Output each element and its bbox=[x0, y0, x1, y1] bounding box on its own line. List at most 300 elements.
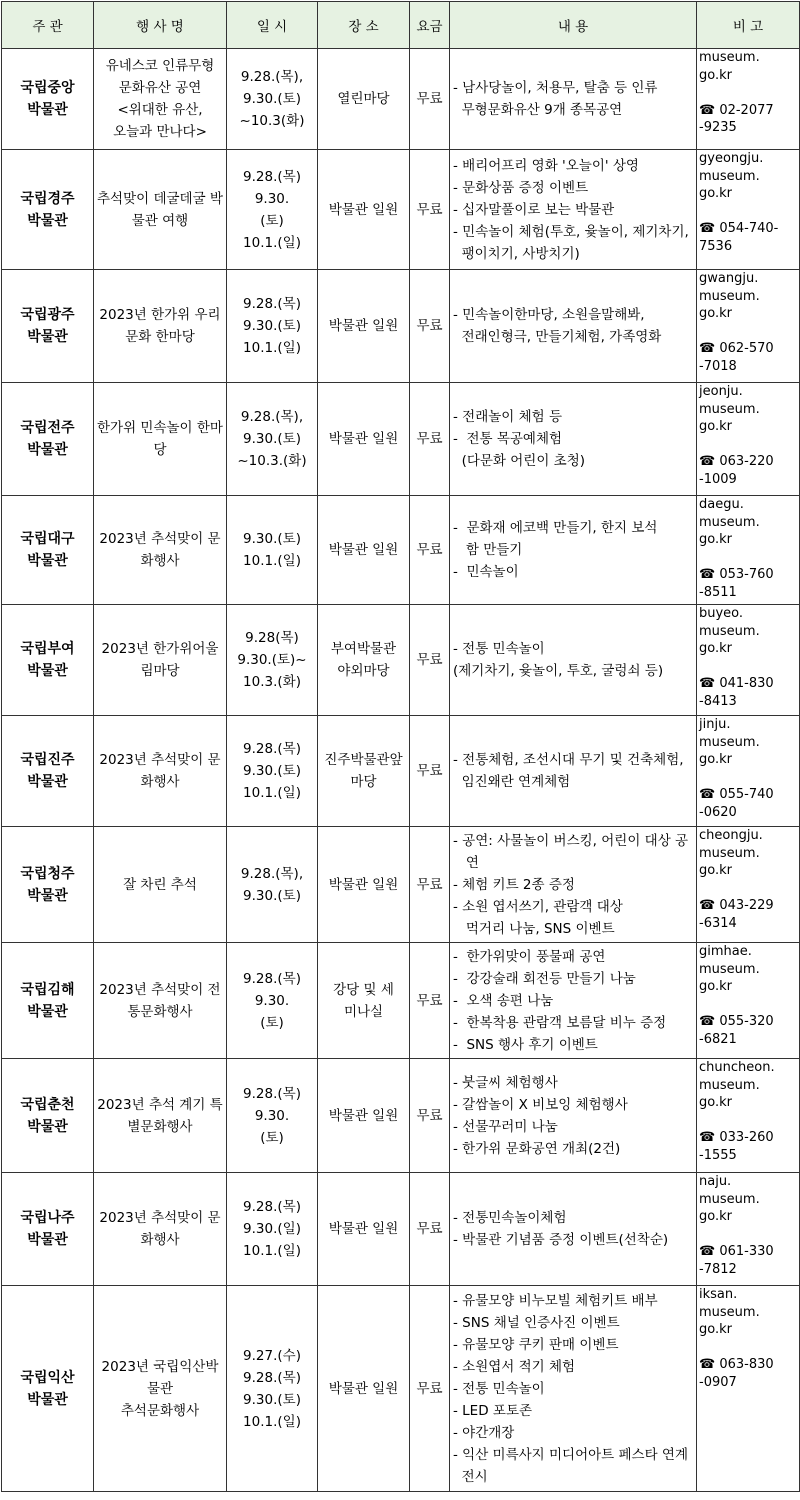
organizer-cell-line: 국립경주 bbox=[20, 190, 75, 207]
place-cell bbox=[318, 49, 410, 150]
event-name-cell-line: 2023년 한가위어울 bbox=[101, 641, 219, 657]
place-cell-line: 박물관 일원 bbox=[328, 542, 399, 558]
note-cell-line bbox=[699, 203, 799, 221]
header-note: 비 고 bbox=[697, 2, 800, 49]
note-cell-line: ☎ 063-220 bbox=[699, 454, 774, 469]
content-cell-line: - 익산 미륵사지 미디어아트 페스타 연계 bbox=[453, 1446, 688, 1463]
content-cell bbox=[450, 943, 697, 1059]
content-cell-line: - LED 포토존 bbox=[453, 1402, 533, 1419]
content-cell bbox=[450, 1059, 697, 1173]
date-cell-line: 9.30.(토) bbox=[243, 531, 301, 547]
note-cell-line: go.kr bbox=[699, 1095, 732, 1110]
content-cell-line: (제기차기, 윷놀이, 투호, 굴렁쇠 등) bbox=[453, 663, 664, 679]
event-name-cell-line: 당 bbox=[153, 442, 167, 458]
note-cell-line: ☎ 033-260 bbox=[699, 1130, 774, 1145]
event-name-cell-line: 2023년 국립익산박 bbox=[101, 1358, 219, 1375]
table-row bbox=[2, 716, 800, 827]
note-cell-line: -6821 bbox=[699, 1031, 737, 1047]
note-cell bbox=[697, 1059, 800, 1173]
fee-cell: 무료 bbox=[410, 49, 450, 150]
note-cell-line: ☎ 061-330 bbox=[699, 1244, 774, 1259]
content-cell-line: - 전통 목공예체험 bbox=[453, 431, 563, 447]
note-cell-line: gimhae. bbox=[699, 944, 752, 959]
note-cell-line: museum. bbox=[699, 401, 760, 417]
table-row bbox=[2, 943, 800, 1059]
note-cell-line: -9235 bbox=[699, 120, 737, 135]
organizer-cell-line: 국립진주 bbox=[20, 752, 75, 768]
date-cell bbox=[227, 605, 318, 716]
note-cell-line: gwangju. bbox=[699, 271, 759, 286]
date-cell-line: 10.1.(일) bbox=[243, 1413, 301, 1430]
event-name-cell bbox=[94, 827, 227, 943]
note-cell-line bbox=[699, 880, 799, 898]
note-cell-line: museum. bbox=[699, 1077, 760, 1093]
note-cell-line: -0620 bbox=[699, 804, 737, 820]
date-cell-line: (토) bbox=[260, 1014, 284, 1031]
organizer-cell-line: 국립대구 bbox=[20, 531, 75, 547]
place-cell bbox=[318, 943, 410, 1059]
event-name-cell-line: 2023년 한가위 우리 bbox=[99, 307, 221, 323]
content-cell-line: - 민속놀이한마당, 소원을말해봐, bbox=[453, 307, 645, 323]
note-cell-line: ☎ 062-570 bbox=[699, 341, 774, 356]
note-cell-line bbox=[699, 323, 799, 341]
place-cell bbox=[318, 1286, 410, 1492]
note-cell-line: go.kr bbox=[699, 419, 732, 434]
content-cell-line: - 붓글씨 체험행사 bbox=[453, 1074, 558, 1091]
date-cell-line: 9.30.(토)~ bbox=[237, 652, 307, 668]
content-cell bbox=[450, 827, 697, 943]
organizer-cell bbox=[2, 270, 94, 383]
organizer-cell-line: 국립광주 bbox=[20, 307, 75, 323]
date-cell bbox=[227, 49, 318, 150]
content-cell-line: - 유물모양 쿠키 판매 이벤트 bbox=[453, 1336, 619, 1353]
organizer-cell bbox=[2, 150, 94, 270]
date-cell-line: 10.3.(화) bbox=[243, 674, 301, 690]
organizer-cell-line: 국립청주 bbox=[20, 865, 75, 882]
date-cell bbox=[227, 1059, 318, 1173]
content-cell-line: - 선물꾸러미 나눔 bbox=[453, 1118, 558, 1135]
table-row bbox=[2, 605, 800, 716]
date-cell-line: 9.28.(목) bbox=[243, 1369, 301, 1386]
event-name-cell-line: 추석문화행사 bbox=[120, 1402, 200, 1419]
place-cell bbox=[318, 827, 410, 943]
date-cell-line: 9.28(목) bbox=[245, 630, 299, 646]
organizer-cell-line: 박물관 bbox=[27, 1391, 68, 1408]
note-cell-line bbox=[699, 1112, 799, 1130]
note-cell-line: go.kr bbox=[699, 641, 732, 656]
organizer-cell bbox=[2, 716, 94, 827]
organizer-cell bbox=[2, 1173, 94, 1286]
note-cell-line bbox=[699, 1226, 799, 1244]
note-cell-line: daegu. bbox=[699, 497, 744, 512]
content-cell-line: 먹거리 나눔, SNS 이벤트 bbox=[453, 920, 615, 937]
organizer-cell-line: 박물관 bbox=[27, 1003, 68, 1020]
note-cell-line: go.kr bbox=[699, 532, 732, 547]
note-cell-line: -8511 bbox=[699, 584, 737, 600]
note-cell-line: -7018 bbox=[699, 358, 737, 374]
content-cell-line: - 야간개장 bbox=[453, 1424, 515, 1441]
event-name-cell-line: 별문화행사 bbox=[127, 1118, 193, 1135]
event-name-cell-line: 림마당 bbox=[140, 663, 180, 679]
table-row bbox=[2, 383, 800, 496]
content-cell bbox=[450, 1286, 697, 1492]
organizer-cell bbox=[2, 1286, 94, 1492]
place-cell-line: 박물관 일원 bbox=[328, 201, 399, 218]
content-cell-line: - 한가위 문화공연 개최(2건) bbox=[453, 1140, 621, 1157]
organizer-cell-line: 국립나주 bbox=[20, 1210, 75, 1226]
note-cell-line: museum. bbox=[699, 514, 760, 530]
note-cell-line: ☎ 063-830 bbox=[699, 1357, 774, 1372]
date-cell-line: 9.30.(토) bbox=[243, 887, 301, 904]
place-cell-line: 박물관 일원 bbox=[328, 1221, 399, 1237]
table-row bbox=[2, 49, 800, 150]
date-cell bbox=[227, 827, 318, 943]
date-cell-line: 9.30.(토) bbox=[243, 318, 301, 334]
event-name-cell-line: 문화 한마당 bbox=[125, 329, 195, 345]
note-cell-line: -7812 bbox=[699, 1261, 737, 1277]
organizer-cell-line: 박물관 bbox=[27, 442, 68, 458]
table-row bbox=[2, 1173, 800, 1286]
event-name-cell bbox=[94, 270, 227, 383]
date-cell-line: 9.30.(토) bbox=[243, 91, 301, 107]
event-name-cell-line: 화행사 bbox=[140, 553, 180, 569]
place-cell-line: 박물관 일원 bbox=[328, 318, 399, 334]
organizer-cell-line: 국립익산 bbox=[20, 1369, 75, 1386]
note-cell-line: go.kr bbox=[699, 752, 732, 767]
content-cell-line: - 문화상품 증정 이벤트 bbox=[453, 179, 589, 196]
content-cell-line: - 유물모양 비누모빌 체험키트 배부 bbox=[453, 1292, 658, 1309]
date-cell-line: ~10.3.(화) bbox=[237, 453, 307, 469]
event-name-cell bbox=[94, 49, 227, 150]
content-cell-line: - 박물관 기념품 증정 이벤트(선착순) bbox=[453, 1232, 669, 1248]
header-fee: 요금 bbox=[410, 2, 450, 49]
date-cell bbox=[227, 1173, 318, 1286]
note-cell-line: cheongju. bbox=[699, 828, 763, 843]
date-cell bbox=[227, 150, 318, 270]
place-cell-line: 부여박물관 bbox=[330, 641, 397, 657]
date-cell bbox=[227, 496, 318, 605]
table-row bbox=[2, 270, 800, 383]
organizer-cell-line: 국립김해 bbox=[20, 981, 75, 998]
content-cell-line: - 한복착용 관람객 보름달 비누 증정 bbox=[453, 1014, 667, 1031]
content-cell-line: - 십자말풀이로 보는 박물관 bbox=[453, 201, 615, 218]
event-name-cell-line: 2023년 추석 계기 특 bbox=[97, 1096, 223, 1113]
content-cell-line: - 한가위맞이 풍물패 공연 bbox=[453, 948, 606, 965]
fee-cell: 무료 bbox=[410, 1059, 450, 1173]
event-name-cell-line: 물관 bbox=[146, 1380, 174, 1397]
note-cell-line bbox=[699, 1339, 799, 1357]
organizer-cell-line: 국립전주 bbox=[20, 420, 75, 436]
content-cell-line: 전래인형극, 만들기체험, 가족영화 bbox=[453, 329, 662, 345]
content-cell-line: 임진왜란 연계체험 bbox=[453, 774, 571, 790]
date-cell bbox=[227, 1286, 318, 1492]
event-name-cell bbox=[94, 150, 227, 270]
date-cell-line: 9.28.(목), bbox=[240, 69, 304, 85]
fee-cell: 무료 bbox=[410, 383, 450, 496]
header-place: 장 소 bbox=[318, 2, 410, 49]
note-cell-line: museum. bbox=[699, 623, 760, 639]
note-cell-line: go.kr bbox=[699, 1209, 732, 1224]
fee-cell: 무료 bbox=[410, 827, 450, 943]
place-cell-line: 미나실 bbox=[343, 1003, 384, 1020]
place-cell bbox=[318, 716, 410, 827]
organizer-cell-line: 박물관 bbox=[27, 102, 68, 118]
content-cell-line: - 전통체험, 조선시대 무기 및 건축체험, bbox=[453, 752, 684, 768]
note-cell bbox=[697, 716, 800, 827]
content-cell-line: - 문화재 에코백 만들기, 한지 보석 bbox=[453, 520, 658, 536]
organizer-cell-line: 박물관 bbox=[27, 887, 68, 904]
content-cell-line: 함 만들기 bbox=[453, 542, 523, 558]
date-cell-line: 9.30.(토) bbox=[243, 763, 301, 779]
note-cell-line: gyeongju. bbox=[699, 151, 764, 166]
note-cell-line bbox=[699, 436, 799, 454]
events-table bbox=[1, 1, 800, 1492]
date-cell-line: 10.1.(일) bbox=[243, 340, 301, 356]
content-cell-line: - 전통 민속놀이 bbox=[453, 1380, 545, 1397]
fee-cell: 무료 bbox=[410, 270, 450, 383]
content-cell-line: - 남사당놀이, 처용무, 탈춤 등 인류 bbox=[453, 80, 658, 96]
note-cell-line: go.kr bbox=[699, 979, 732, 994]
note-cell-line: iksan. bbox=[699, 1287, 738, 1302]
note-cell-line bbox=[699, 84, 799, 102]
content-cell-line: - 오색 송편 나눔 bbox=[453, 992, 554, 1009]
note-cell-line: ☎ 02-2077 bbox=[699, 102, 774, 118]
event-name-cell bbox=[94, 496, 227, 605]
place-cell-line: 진주박물관앞 bbox=[324, 752, 403, 768]
place-cell-line: 박물관 일원 bbox=[328, 1107, 399, 1124]
organizer-cell-line: 박물관 bbox=[27, 329, 68, 345]
note-cell-line: -1009 bbox=[699, 471, 737, 487]
content-cell-line: 전시 bbox=[453, 1468, 488, 1485]
note-cell-line: chuncheon. bbox=[699, 1060, 775, 1075]
place-cell-line: 강당 및 세 bbox=[333, 981, 394, 998]
date-cell-line: 9.30.(토) bbox=[243, 431, 301, 447]
note-cell-line: ☎ 041-830 bbox=[699, 676, 774, 691]
content-cell-line: (다문화 어린이 초청) bbox=[453, 453, 586, 469]
event-name-cell-line: 오늘과 만나다> bbox=[113, 124, 207, 140]
note-cell-line: -6314 bbox=[699, 915, 737, 931]
event-name-cell bbox=[94, 605, 227, 716]
note-cell-line bbox=[699, 996, 799, 1014]
event-name-cell bbox=[94, 716, 227, 827]
date-cell-line: ~10.3(화) bbox=[239, 113, 305, 129]
date-cell-line: 9.28.(목), bbox=[240, 409, 304, 425]
note-cell bbox=[697, 49, 800, 150]
fee-cell: 무료 bbox=[410, 1286, 450, 1492]
note-cell-line: go.kr bbox=[699, 306, 732, 321]
content-cell-line: - 소원엽서 적기 체험 bbox=[453, 1358, 576, 1375]
content-cell-line: - 공연: 사물놀이 버스킹, 어린이 대상 공 bbox=[453, 832, 689, 849]
place-cell-line: 박물관 일원 bbox=[328, 1380, 399, 1397]
content-cell-line: - 전통민속놀이체험 bbox=[453, 1210, 567, 1226]
date-cell-line: 9.28.(목), bbox=[240, 865, 304, 882]
place-cell-line: 박물관 일원 bbox=[328, 876, 399, 893]
place-cell-line: 야외마당 bbox=[337, 663, 390, 679]
event-name-cell bbox=[94, 1173, 227, 1286]
note-cell bbox=[697, 605, 800, 716]
content-cell-line: - 민속놀이 체험(투호, 윷놀이, 제기차기, bbox=[453, 223, 689, 240]
date-cell-line: 9.30.(일) bbox=[243, 1221, 301, 1237]
organizer-cell bbox=[2, 383, 94, 496]
event-name-cell-line: 2023년 추석맞이 문 bbox=[99, 531, 221, 547]
organizer-cell-line: 국립부여 bbox=[20, 641, 75, 657]
note-cell-line: museum. bbox=[699, 288, 760, 304]
event-name-cell bbox=[94, 383, 227, 496]
content-cell-line: - 배리어프리 영화 '오늘이' 상영 bbox=[453, 157, 639, 174]
fee-cell: 무료 bbox=[410, 716, 450, 827]
organizer-cell-line: 박물관 bbox=[27, 774, 68, 790]
event-name-cell-line: 2023년 추석맞이 문 bbox=[99, 752, 221, 768]
content-cell-line: - SNS 행사 후기 이벤트 bbox=[453, 1036, 598, 1053]
content-cell bbox=[450, 496, 697, 605]
event-name-cell-line: 물관 여행 bbox=[131, 212, 189, 229]
content-cell-line: - 소원 엽서쓰기, 관람객 대상 bbox=[453, 898, 623, 915]
organizer-cell-line: 국립춘천 bbox=[20, 1096, 75, 1113]
date-cell-line: 9.30.(토) bbox=[243, 1391, 301, 1408]
event-name-cell bbox=[94, 1059, 227, 1173]
table-row bbox=[2, 1059, 800, 1173]
fee-cell: 무료 bbox=[410, 1173, 450, 1286]
place-cell-line: 박물관 일원 bbox=[328, 431, 399, 447]
event-name-cell-line: 화행사 bbox=[140, 774, 180, 790]
content-cell-line: 무형문화유산 9개 종목공연 bbox=[453, 102, 623, 118]
event-name-cell-line: 유네스코 인류무형 bbox=[105, 58, 215, 74]
organizer-cell-line: 박물관 bbox=[27, 1232, 68, 1248]
place-cell bbox=[318, 150, 410, 270]
organizer-cell-line: 박물관 bbox=[27, 663, 68, 679]
place-cell-line: 열린마당 bbox=[337, 91, 390, 107]
place-cell bbox=[318, 383, 410, 496]
note-cell bbox=[697, 496, 800, 605]
date-cell bbox=[227, 943, 318, 1059]
fee-cell: 무료 bbox=[410, 605, 450, 716]
note-cell-line: museum. bbox=[699, 1191, 760, 1207]
fee-cell: 무료 bbox=[410, 943, 450, 1059]
content-cell-line: - 민속놀이 bbox=[453, 564, 519, 580]
note-cell-line: museum. bbox=[699, 734, 760, 750]
organizer-cell bbox=[2, 496, 94, 605]
header-row bbox=[2, 2, 800, 49]
table-row bbox=[2, 496, 800, 605]
content-cell bbox=[450, 1173, 697, 1286]
note-cell-line: go.kr bbox=[699, 67, 732, 83]
note-cell-line: -8413 bbox=[699, 693, 737, 709]
note-cell-line: museum. bbox=[699, 50, 760, 65]
note-cell-line: 7536 bbox=[699, 238, 733, 254]
event-name-cell-line: <위대한 유산, bbox=[117, 102, 203, 118]
note-cell-line: museum. bbox=[699, 845, 760, 861]
organizer-cell-line: 국립중앙 bbox=[20, 80, 75, 96]
date-cell-line: 9.28.(목) 9.30. bbox=[243, 1085, 301, 1124]
place-cell-line: 마당 bbox=[350, 774, 377, 790]
event-name-cell bbox=[94, 943, 227, 1059]
organizer-cell-line: 박물관 bbox=[27, 212, 68, 229]
note-cell-line: jinju. bbox=[699, 717, 731, 732]
organizer-cell bbox=[2, 1059, 94, 1173]
content-cell-line: - 강강술래 회전등 만들기 나눔 bbox=[453, 970, 636, 987]
date-cell-line: 9.28.(목) bbox=[243, 296, 301, 312]
date-cell-line: (토) bbox=[260, 1129, 284, 1146]
note-cell-line: ☎ 053-760 bbox=[699, 567, 774, 582]
date-cell-line: 9.28.(목) bbox=[243, 741, 301, 757]
date-cell-line: 10.1.(일) bbox=[243, 553, 301, 569]
note-cell bbox=[697, 1173, 800, 1286]
note-cell-line: ☎ 054-740- bbox=[699, 221, 779, 236]
note-cell-line: -0907 bbox=[699, 1374, 737, 1390]
note-cell bbox=[697, 383, 800, 496]
header-organizer: 주 관 bbox=[2, 2, 94, 49]
date-cell-line: 10.1.(일) bbox=[243, 785, 301, 801]
table-row bbox=[2, 827, 800, 943]
fee-cell: 무료 bbox=[410, 496, 450, 605]
note-cell-line: buyeo. bbox=[699, 606, 744, 621]
note-cell-line: go.kr bbox=[699, 1322, 732, 1337]
date-cell-line: 9.28.(목) 9.30. bbox=[243, 168, 301, 207]
organizer-cell bbox=[2, 827, 94, 943]
content-cell-line: - SNS 채널 인증사진 이벤트 bbox=[453, 1314, 620, 1331]
note-cell bbox=[697, 827, 800, 943]
content-cell-line: - 전래놀이 체험 등 bbox=[453, 409, 563, 425]
note-cell-line: -1555 bbox=[699, 1147, 737, 1163]
note-cell-line: go.kr bbox=[699, 186, 732, 201]
organizer-cell bbox=[2, 49, 94, 150]
content-cell-line: 연 bbox=[453, 854, 479, 871]
organizer-cell bbox=[2, 605, 94, 716]
table-row bbox=[2, 1286, 800, 1492]
note-cell-line: go.kr bbox=[699, 863, 732, 878]
place-cell bbox=[318, 1173, 410, 1286]
header-event-name: 행 사 명 bbox=[94, 2, 227, 49]
note-cell bbox=[697, 1286, 800, 1492]
note-cell-line: jeonju. bbox=[699, 384, 743, 399]
note-cell-line: ☎ 055-740 bbox=[699, 787, 774, 802]
content-cell bbox=[450, 150, 697, 270]
date-cell-line: (토) bbox=[260, 212, 284, 229]
note-cell-line: museum. bbox=[699, 1304, 760, 1320]
note-cell bbox=[697, 270, 800, 383]
content-cell bbox=[450, 716, 697, 827]
date-cell-line: 10.1.(일) bbox=[243, 1243, 301, 1259]
event-name-cell-line: 추석맞이 데굴데굴 박 bbox=[97, 190, 223, 207]
event-name-cell-line: 문화유산 공연 bbox=[118, 80, 202, 96]
fee-cell: 무료 bbox=[410, 150, 450, 270]
organizer-cell-line: 박물관 bbox=[27, 553, 68, 569]
note-cell-line: naju. bbox=[699, 1174, 732, 1189]
header-date: 일 시 bbox=[227, 2, 318, 49]
event-name-cell bbox=[94, 1286, 227, 1492]
place-cell bbox=[318, 496, 410, 605]
date-cell bbox=[227, 270, 318, 383]
note-cell-line: museum. bbox=[699, 961, 760, 977]
place-cell bbox=[318, 605, 410, 716]
date-cell bbox=[227, 716, 318, 827]
place-cell bbox=[318, 270, 410, 383]
content-cell-line: - 체험 키트 2종 증정 bbox=[453, 876, 575, 893]
place-cell bbox=[318, 1059, 410, 1173]
note-cell-line: museum. bbox=[699, 168, 760, 184]
content-cell bbox=[450, 270, 697, 383]
content-cell bbox=[450, 383, 697, 496]
content-cell-line: - 전통 민속놀이 bbox=[453, 641, 545, 657]
table-row bbox=[2, 150, 800, 270]
content-cell bbox=[450, 605, 697, 716]
note-cell-line bbox=[699, 769, 799, 787]
event-name-cell-line: 통문화행사 bbox=[127, 1003, 193, 1020]
note-cell bbox=[697, 150, 800, 270]
event-name-cell-line: 잘 차린 추석 bbox=[123, 876, 197, 893]
date-cell-line: 9.28.(목) bbox=[243, 1199, 301, 1215]
header-content: 내 용 bbox=[450, 2, 697, 49]
